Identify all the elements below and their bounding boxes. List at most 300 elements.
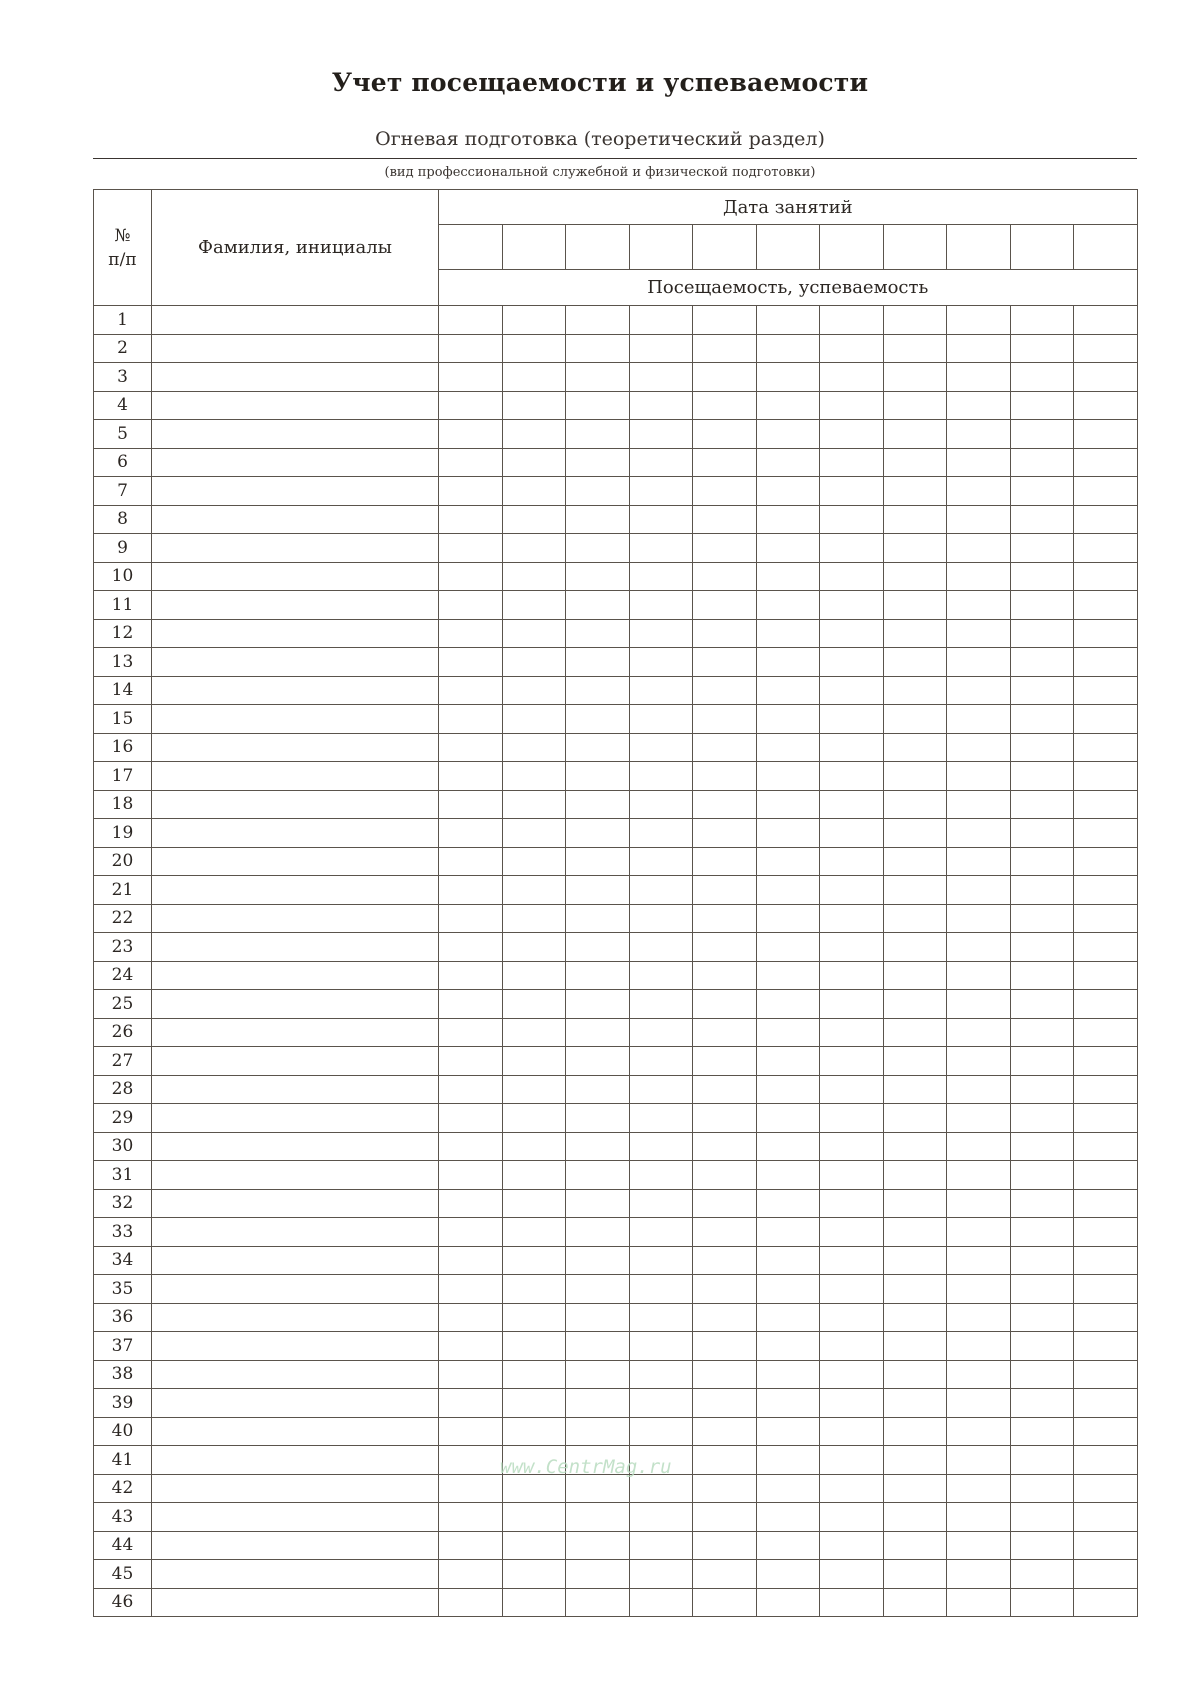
attendance-cell[interactable]: [820, 1218, 884, 1247]
attendance-cell[interactable]: [629, 477, 693, 506]
attendance-cell[interactable]: [566, 1360, 630, 1389]
attendance-cell[interactable]: [693, 1104, 757, 1133]
name-cell[interactable]: [152, 1503, 439, 1532]
attendance-cell[interactable]: [883, 619, 947, 648]
attendance-cell[interactable]: [756, 1531, 820, 1560]
attendance-cell[interactable]: [629, 448, 693, 477]
attendance-cell[interactable]: [439, 1246, 503, 1275]
attendance-cell[interactable]: [756, 1474, 820, 1503]
attendance-cell[interactable]: [439, 733, 503, 762]
name-cell[interactable]: [152, 1018, 439, 1047]
attendance-cell[interactable]: [629, 1018, 693, 1047]
name-cell[interactable]: [152, 363, 439, 392]
attendance-cell[interactable]: [693, 1360, 757, 1389]
attendance-cell[interactable]: [1010, 1246, 1074, 1275]
attendance-cell[interactable]: [1074, 1161, 1138, 1190]
attendance-cell[interactable]: [502, 619, 566, 648]
attendance-cell[interactable]: [629, 1560, 693, 1589]
attendance-cell[interactable]: [693, 904, 757, 933]
attendance-cell[interactable]: [1010, 1389, 1074, 1418]
attendance-cell[interactable]: [439, 1189, 503, 1218]
attendance-cell[interactable]: [629, 676, 693, 705]
attendance-cell[interactable]: [629, 1474, 693, 1503]
name-cell[interactable]: [152, 705, 439, 734]
attendance-cell[interactable]: [947, 1360, 1011, 1389]
attendance-cell[interactable]: [756, 1132, 820, 1161]
attendance-cell[interactable]: [693, 961, 757, 990]
attendance-cell[interactable]: [502, 591, 566, 620]
attendance-cell[interactable]: [883, 1132, 947, 1161]
attendance-cell[interactable]: [1074, 790, 1138, 819]
attendance-cell[interactable]: [1074, 1104, 1138, 1133]
attendance-cell[interactable]: [1074, 1132, 1138, 1161]
attendance-cell[interactable]: [883, 933, 947, 962]
attendance-cell[interactable]: [502, 1132, 566, 1161]
attendance-cell[interactable]: [756, 1417, 820, 1446]
attendance-cell[interactable]: [820, 334, 884, 363]
attendance-cell[interactable]: [693, 1047, 757, 1076]
attendance-cell[interactable]: [502, 904, 566, 933]
attendance-cell[interactable]: [502, 391, 566, 420]
attendance-cell[interactable]: [883, 534, 947, 563]
attendance-cell[interactable]: [693, 1560, 757, 1589]
attendance-cell[interactable]: [566, 1531, 630, 1560]
attendance-cell[interactable]: [1010, 391, 1074, 420]
attendance-cell[interactable]: [1074, 762, 1138, 791]
attendance-cell[interactable]: [883, 1417, 947, 1446]
attendance-cell[interactable]: [629, 733, 693, 762]
attendance-cell[interactable]: [1010, 990, 1074, 1019]
attendance-cell[interactable]: [756, 847, 820, 876]
attendance-cell[interactable]: [756, 819, 820, 848]
attendance-cell[interactable]: [947, 505, 1011, 534]
attendance-cell[interactable]: [756, 1332, 820, 1361]
attendance-cell[interactable]: [693, 1246, 757, 1275]
attendance-cell[interactable]: [883, 1275, 947, 1304]
attendance-cell[interactable]: [756, 676, 820, 705]
date-cell[interactable]: [439, 225, 503, 270]
attendance-cell[interactable]: [820, 363, 884, 392]
attendance-cell[interactable]: [439, 790, 503, 819]
attendance-cell[interactable]: [566, 1047, 630, 1076]
attendance-cell[interactable]: [566, 1588, 630, 1617]
attendance-cell[interactable]: [883, 1474, 947, 1503]
attendance-cell[interactable]: [629, 961, 693, 990]
name-cell[interactable]: [152, 619, 439, 648]
attendance-cell[interactable]: [756, 1104, 820, 1133]
attendance-cell[interactable]: [439, 306, 503, 335]
attendance-cell[interactable]: [883, 391, 947, 420]
attendance-cell[interactable]: [693, 676, 757, 705]
attendance-cell[interactable]: [1074, 1560, 1138, 1589]
attendance-cell[interactable]: [629, 306, 693, 335]
attendance-cell[interactable]: [502, 1417, 566, 1446]
attendance-cell[interactable]: [756, 448, 820, 477]
name-cell[interactable]: [152, 648, 439, 677]
attendance-cell[interactable]: [693, 1531, 757, 1560]
attendance-cell[interactable]: [502, 505, 566, 534]
attendance-cell[interactable]: [502, 1560, 566, 1589]
attendance-cell[interactable]: [756, 1389, 820, 1418]
attendance-cell[interactable]: [1010, 562, 1074, 591]
attendance-cell[interactable]: [1074, 448, 1138, 477]
attendance-cell[interactable]: [502, 1360, 566, 1389]
attendance-cell[interactable]: [566, 1075, 630, 1104]
attendance-cell[interactable]: [1074, 847, 1138, 876]
attendance-cell[interactable]: [439, 1531, 503, 1560]
attendance-cell[interactable]: [756, 619, 820, 648]
attendance-cell[interactable]: [820, 961, 884, 990]
attendance-cell[interactable]: [1074, 1503, 1138, 1532]
attendance-cell[interactable]: [1010, 1075, 1074, 1104]
attendance-cell[interactable]: [820, 1332, 884, 1361]
attendance-cell[interactable]: [566, 847, 630, 876]
attendance-cell[interactable]: [566, 505, 630, 534]
name-cell[interactable]: [152, 904, 439, 933]
name-cell[interactable]: [152, 420, 439, 449]
attendance-cell[interactable]: [947, 1588, 1011, 1617]
attendance-cell[interactable]: [439, 705, 503, 734]
attendance-cell[interactable]: [439, 933, 503, 962]
attendance-cell[interactable]: [502, 1474, 566, 1503]
attendance-cell[interactable]: [566, 1218, 630, 1247]
attendance-cell[interactable]: [756, 505, 820, 534]
attendance-cell[interactable]: [566, 1132, 630, 1161]
attendance-cell[interactable]: [820, 391, 884, 420]
attendance-cell[interactable]: [947, 1446, 1011, 1475]
attendance-cell[interactable]: [439, 1275, 503, 1304]
attendance-cell[interactable]: [439, 1417, 503, 1446]
attendance-cell[interactable]: [1010, 1474, 1074, 1503]
date-cell[interactable]: [820, 225, 884, 270]
date-cell[interactable]: [1074, 225, 1138, 270]
attendance-cell[interactable]: [693, 1446, 757, 1475]
attendance-cell[interactable]: [883, 1560, 947, 1589]
attendance-cell[interactable]: [439, 676, 503, 705]
attendance-cell[interactable]: [1010, 363, 1074, 392]
attendance-cell[interactable]: [629, 1531, 693, 1560]
attendance-cell[interactable]: [693, 1332, 757, 1361]
attendance-cell[interactable]: [629, 1246, 693, 1275]
attendance-cell[interactable]: [883, 1047, 947, 1076]
attendance-cell[interactable]: [566, 1303, 630, 1332]
attendance-cell[interactable]: [883, 1360, 947, 1389]
attendance-cell[interactable]: [947, 1332, 1011, 1361]
attendance-cell[interactable]: [820, 1246, 884, 1275]
attendance-cell[interactable]: [693, 363, 757, 392]
attendance-cell[interactable]: [947, 619, 1011, 648]
attendance-cell[interactable]: [439, 1389, 503, 1418]
attendance-cell[interactable]: [947, 1417, 1011, 1446]
attendance-cell[interactable]: [693, 1132, 757, 1161]
attendance-cell[interactable]: [502, 1303, 566, 1332]
attendance-cell[interactable]: [1010, 1104, 1074, 1133]
attendance-cell[interactable]: [1010, 1531, 1074, 1560]
attendance-cell[interactable]: [439, 990, 503, 1019]
name-cell[interactable]: [152, 1588, 439, 1617]
attendance-cell[interactable]: [1074, 420, 1138, 449]
attendance-cell[interactable]: [629, 534, 693, 563]
attendance-cell[interactable]: [693, 591, 757, 620]
attendance-cell[interactable]: [820, 1047, 884, 1076]
attendance-cell[interactable]: [502, 1588, 566, 1617]
attendance-cell[interactable]: [1074, 990, 1138, 1019]
attendance-cell[interactable]: [1010, 933, 1074, 962]
attendance-cell[interactable]: [566, 334, 630, 363]
attendance-cell[interactable]: [820, 1417, 884, 1446]
attendance-cell[interactable]: [883, 990, 947, 1019]
attendance-cell[interactable]: [502, 1189, 566, 1218]
name-cell[interactable]: [152, 591, 439, 620]
attendance-cell[interactable]: [820, 1588, 884, 1617]
attendance-cell[interactable]: [1010, 1218, 1074, 1247]
attendance-cell[interactable]: [1010, 1189, 1074, 1218]
attendance-cell[interactable]: [693, 1018, 757, 1047]
attendance-cell[interactable]: [693, 306, 757, 335]
attendance-cell[interactable]: [1074, 1446, 1138, 1475]
attendance-cell[interactable]: [502, 733, 566, 762]
attendance-cell[interactable]: [693, 1474, 757, 1503]
attendance-cell[interactable]: [1074, 1047, 1138, 1076]
attendance-cell[interactable]: [566, 306, 630, 335]
attendance-cell[interactable]: [1074, 1474, 1138, 1503]
attendance-cell[interactable]: [629, 933, 693, 962]
attendance-cell[interactable]: [947, 1560, 1011, 1589]
attendance-cell[interactable]: [756, 1275, 820, 1304]
attendance-cell[interactable]: [1074, 477, 1138, 506]
date-cell[interactable]: [629, 225, 693, 270]
attendance-cell[interactable]: [566, 648, 630, 677]
attendance-cell[interactable]: [947, 391, 1011, 420]
attendance-cell[interactable]: [693, 990, 757, 1019]
attendance-cell[interactable]: [1010, 676, 1074, 705]
attendance-cell[interactable]: [1074, 1389, 1138, 1418]
attendance-cell[interactable]: [566, 819, 630, 848]
attendance-cell[interactable]: [439, 448, 503, 477]
attendance-cell[interactable]: [566, 1332, 630, 1361]
attendance-cell[interactable]: [947, 1303, 1011, 1332]
attendance-cell[interactable]: [756, 534, 820, 563]
attendance-cell[interactable]: [1074, 306, 1138, 335]
attendance-cell[interactable]: [883, 1218, 947, 1247]
attendance-cell[interactable]: [756, 1560, 820, 1589]
attendance-cell[interactable]: [883, 648, 947, 677]
attendance-cell[interactable]: [1074, 619, 1138, 648]
attendance-cell[interactable]: [629, 591, 693, 620]
attendance-cell[interactable]: [1074, 1531, 1138, 1560]
attendance-cell[interactable]: [756, 990, 820, 1019]
name-cell[interactable]: [152, 334, 439, 363]
name-cell[interactable]: [152, 1474, 439, 1503]
name-cell[interactable]: [152, 1075, 439, 1104]
attendance-cell[interactable]: [1010, 1417, 1074, 1446]
subject-value[interactable]: Огневая подготовка (теоретический раздел): [375, 128, 825, 150]
attendance-cell[interactable]: [693, 1189, 757, 1218]
attendance-cell[interactable]: [693, 1275, 757, 1304]
attendance-cell[interactable]: [883, 819, 947, 848]
attendance-cell[interactable]: [693, 1161, 757, 1190]
attendance-cell[interactable]: [820, 1503, 884, 1532]
attendance-cell[interactable]: [883, 1503, 947, 1532]
attendance-cell[interactable]: [439, 847, 503, 876]
attendance-cell[interactable]: [629, 1332, 693, 1361]
name-cell[interactable]: [152, 961, 439, 990]
attendance-cell[interactable]: [566, 1446, 630, 1475]
attendance-cell[interactable]: [756, 1189, 820, 1218]
attendance-cell[interactable]: [629, 562, 693, 591]
attendance-cell[interactable]: [1010, 705, 1074, 734]
attendance-cell[interactable]: [1010, 733, 1074, 762]
attendance-cell[interactable]: [566, 933, 630, 962]
attendance-cell[interactable]: [820, 676, 884, 705]
attendance-cell[interactable]: [883, 363, 947, 392]
attendance-cell[interactable]: [566, 961, 630, 990]
attendance-cell[interactable]: [947, 790, 1011, 819]
attendance-cell[interactable]: [693, 1218, 757, 1247]
attendance-cell[interactable]: [1074, 534, 1138, 563]
attendance-cell[interactable]: [820, 876, 884, 905]
attendance-cell[interactable]: [820, 847, 884, 876]
attendance-cell[interactable]: [820, 306, 884, 335]
attendance-cell[interactable]: [1010, 1332, 1074, 1361]
attendance-cell[interactable]: [502, 961, 566, 990]
attendance-cell[interactable]: [439, 1360, 503, 1389]
attendance-cell[interactable]: [756, 562, 820, 591]
attendance-cell[interactable]: [820, 1389, 884, 1418]
attendance-cell[interactable]: [820, 1275, 884, 1304]
attendance-cell[interactable]: [947, 990, 1011, 1019]
attendance-cell[interactable]: [883, 505, 947, 534]
attendance-cell[interactable]: [947, 477, 1011, 506]
attendance-cell[interactable]: [502, 676, 566, 705]
attendance-cell[interactable]: [629, 1503, 693, 1532]
attendance-cell[interactable]: [883, 1161, 947, 1190]
name-cell[interactable]: [152, 1104, 439, 1133]
attendance-cell[interactable]: [693, 847, 757, 876]
attendance-cell[interactable]: [883, 1104, 947, 1133]
attendance-cell[interactable]: [439, 363, 503, 392]
attendance-cell[interactable]: [439, 1503, 503, 1532]
name-cell[interactable]: [152, 448, 439, 477]
attendance-cell[interactable]: [693, 648, 757, 677]
attendance-cell[interactable]: [693, 420, 757, 449]
attendance-cell[interactable]: [947, 762, 1011, 791]
name-cell[interactable]: [152, 505, 439, 534]
attendance-cell[interactable]: [756, 1047, 820, 1076]
attendance-cell[interactable]: [947, 534, 1011, 563]
attendance-cell[interactable]: [502, 562, 566, 591]
attendance-cell[interactable]: [566, 1161, 630, 1190]
attendance-cell[interactable]: [693, 562, 757, 591]
attendance-cell[interactable]: [820, 477, 884, 506]
attendance-cell[interactable]: [502, 448, 566, 477]
name-cell[interactable]: [152, 1389, 439, 1418]
attendance-cell[interactable]: [502, 1104, 566, 1133]
attendance-cell[interactable]: [756, 1303, 820, 1332]
attendance-cell[interactable]: [1074, 1189, 1138, 1218]
name-cell[interactable]: [152, 1275, 439, 1304]
attendance-cell[interactable]: [439, 762, 503, 791]
name-cell[interactable]: [152, 1132, 439, 1161]
attendance-cell[interactable]: [756, 933, 820, 962]
attendance-cell[interactable]: [439, 1132, 503, 1161]
attendance-cell[interactable]: [820, 1075, 884, 1104]
attendance-cell[interactable]: [566, 990, 630, 1019]
attendance-cell[interactable]: [502, 705, 566, 734]
attendance-cell[interactable]: [629, 1132, 693, 1161]
attendance-cell[interactable]: [820, 648, 884, 677]
attendance-cell[interactable]: [629, 1588, 693, 1617]
attendance-cell[interactable]: [629, 904, 693, 933]
attendance-cell[interactable]: [693, 391, 757, 420]
attendance-cell[interactable]: [502, 1161, 566, 1190]
attendance-cell[interactable]: [756, 1446, 820, 1475]
attendance-cell[interactable]: [947, 1503, 1011, 1532]
attendance-cell[interactable]: [820, 619, 884, 648]
name-cell[interactable]: [152, 1446, 439, 1475]
attendance-cell[interactable]: [502, 1218, 566, 1247]
attendance-cell[interactable]: [502, 1018, 566, 1047]
attendance-cell[interactable]: [883, 676, 947, 705]
attendance-cell[interactable]: [883, 448, 947, 477]
attendance-cell[interactable]: [947, 1474, 1011, 1503]
attendance-cell[interactable]: [820, 1446, 884, 1475]
attendance-cell[interactable]: [947, 420, 1011, 449]
attendance-cell[interactable]: [629, 1047, 693, 1076]
attendance-cell[interactable]: [629, 1446, 693, 1475]
attendance-cell[interactable]: [756, 1246, 820, 1275]
name-cell[interactable]: [152, 733, 439, 762]
attendance-cell[interactable]: [502, 1047, 566, 1076]
attendance-cell[interactable]: [693, 505, 757, 534]
attendance-cell[interactable]: [566, 676, 630, 705]
attendance-cell[interactable]: [820, 1531, 884, 1560]
attendance-cell[interactable]: [1010, 876, 1074, 905]
attendance-cell[interactable]: [693, 1075, 757, 1104]
attendance-cell[interactable]: [1010, 1303, 1074, 1332]
attendance-cell[interactable]: [629, 619, 693, 648]
attendance-cell[interactable]: [502, 1446, 566, 1475]
attendance-cell[interactable]: [439, 1446, 503, 1475]
attendance-cell[interactable]: [439, 505, 503, 534]
attendance-cell[interactable]: [629, 790, 693, 819]
attendance-cell[interactable]: [502, 876, 566, 905]
attendance-cell[interactable]: [820, 448, 884, 477]
name-cell[interactable]: [152, 562, 439, 591]
attendance-cell[interactable]: [1010, 334, 1074, 363]
attendance-cell[interactable]: [883, 334, 947, 363]
attendance-cell[interactable]: [883, 306, 947, 335]
attendance-cell[interactable]: [502, 933, 566, 962]
attendance-cell[interactable]: [947, 1075, 1011, 1104]
attendance-cell[interactable]: [439, 562, 503, 591]
attendance-cell[interactable]: [883, 904, 947, 933]
name-cell[interactable]: [152, 1560, 439, 1589]
attendance-cell[interactable]: [947, 876, 1011, 905]
attendance-cell[interactable]: [820, 1560, 884, 1589]
attendance-cell[interactable]: [1010, 505, 1074, 534]
attendance-cell[interactable]: [566, 619, 630, 648]
attendance-cell[interactable]: [1010, 534, 1074, 563]
attendance-cell[interactable]: [693, 448, 757, 477]
attendance-cell[interactable]: [947, 961, 1011, 990]
attendance-cell[interactable]: [439, 1303, 503, 1332]
attendance-cell[interactable]: [883, 477, 947, 506]
attendance-cell[interactable]: [1010, 1588, 1074, 1617]
attendance-cell[interactable]: [820, 733, 884, 762]
attendance-cell[interactable]: [883, 961, 947, 990]
attendance-cell[interactable]: [1074, 705, 1138, 734]
